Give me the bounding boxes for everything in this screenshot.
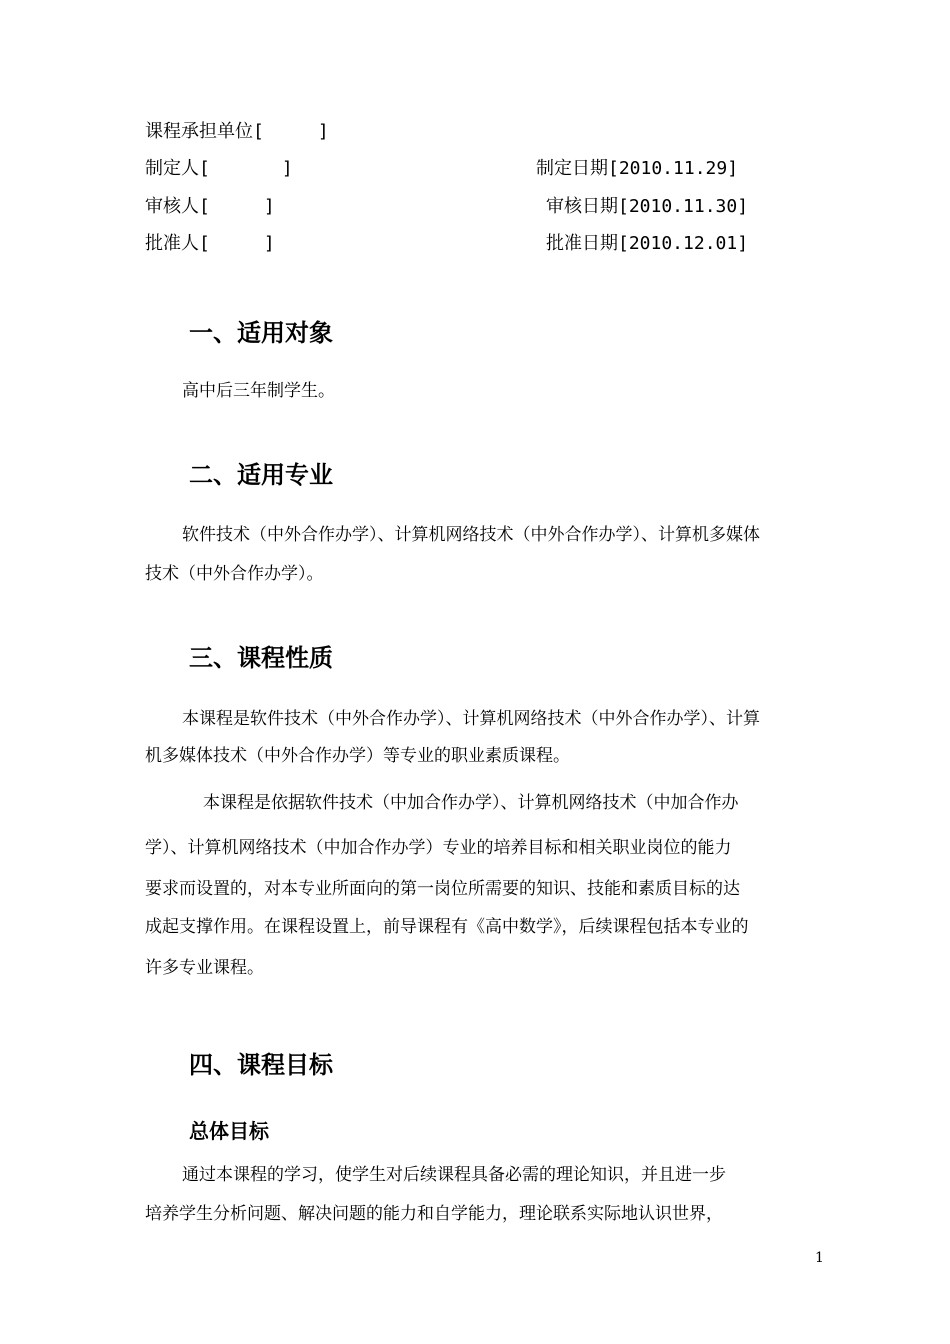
author-field: 制定人[ ] xyxy=(145,158,293,179)
section-3-line: 成起支撑作用。在课程设置上，前导课程有《高中数学》，后续课程包括本专业的 xyxy=(145,917,749,937)
author-date: 制定日期[2010.11.29] xyxy=(536,158,739,179)
section-4-heading: 四、课程目标 xyxy=(189,1051,333,1079)
approve-date: 批准日期[2010.12.01] xyxy=(546,233,749,254)
reviewer-field: 审核人[ ] xyxy=(145,196,275,217)
review-date: 审核日期[2010.11.30] xyxy=(546,196,749,217)
section-2-line: 技术（中外合作办学）。 xyxy=(145,564,324,584)
section-1-heading: 一、适用对象 xyxy=(189,319,333,347)
section-4-subheading: 总体目标 xyxy=(189,1119,269,1143)
section-2-line: 软件技术（中外合作办学）、计算机网络技术（中外合作办学）、计算机多媒体 xyxy=(182,525,760,545)
section-2-heading: 二、适用专业 xyxy=(189,461,333,489)
page-number: 1 xyxy=(815,1250,824,1266)
section-4-line: 通过本课程的学习，使学生对后续课程具备必需的理论知识，并且进一步 xyxy=(182,1165,726,1185)
approver-field: 批准人[ ] xyxy=(145,233,275,254)
course-unit: 课程承担单位[ ] xyxy=(145,121,329,142)
section-1-body: 高中后三年制学生。 xyxy=(182,381,335,401)
section-3-heading: 三、课程性质 xyxy=(189,644,333,672)
section-4-line: 培养学生分析问题、解决问题的能力和自学能力，理论联系实际地认识世界， xyxy=(145,1204,723,1224)
section-3-line: 许多专业课程。 xyxy=(145,958,264,978)
section-3-line: 要求而设置的，对本专业所面向的第一岗位所需要的知识、技能和素质目标的达 xyxy=(145,879,740,899)
section-3-line: 学）、计算机网络技术（中加合作办学）专业的培养目标和相关职业岗位的能力 xyxy=(145,838,732,858)
section-3-line: 本课程是软件技术（中外合作办学）、计算机网络技术（中外合作办学）、计算 xyxy=(182,709,760,729)
section-3-line: 机多媒体技术（中外合作办学）等专业的职业素质课程。 xyxy=(145,746,570,766)
section-3-line: 本课程是依据软件技术（中加合作办学）、计算机网络技术（中加合作办 xyxy=(203,793,739,813)
